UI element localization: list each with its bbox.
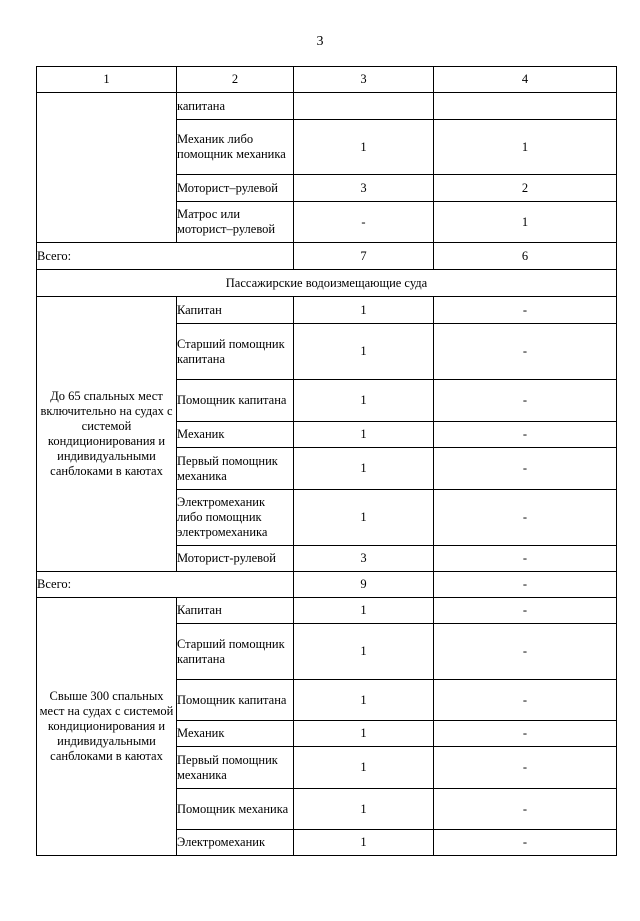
position-cell: Первый помощник механика (177, 448, 294, 490)
position-cell: Моторист-рулевой (177, 546, 294, 572)
header-cell: 4 (434, 67, 617, 93)
value-cell: - (434, 380, 617, 422)
position-cell: Капитан (177, 297, 294, 324)
table-row (37, 93, 617, 120)
table-row (37, 297, 617, 324)
value-cell: - (434, 598, 617, 624)
total-value: 9 (294, 572, 434, 598)
position-cell: Механик (177, 721, 294, 747)
value-cell: 1 (434, 120, 617, 175)
value-cell: - (434, 490, 617, 546)
section-row (37, 270, 617, 297)
total-row (37, 572, 617, 598)
value-cell: - (294, 202, 434, 243)
value-cell: - (434, 721, 617, 747)
value-cell: 1 (294, 721, 434, 747)
value-cell: 1 (294, 120, 434, 175)
position-cell: Механик либо помощник механика (177, 120, 294, 175)
position-cell: Электромеханик (177, 830, 294, 856)
position-cell: Старший помощник капитана (177, 624, 294, 680)
total-value: 7 (294, 243, 434, 270)
header-row (37, 67, 617, 93)
category-cell: До 65 спальных мест включительно на судах с системой кондиционирования и индивидуальными санблоками в каютах (37, 297, 177, 572)
value-cell: 1 (294, 324, 434, 380)
total-value: - (434, 572, 617, 598)
value-cell: 1 (294, 747, 434, 789)
total-label: Всего: (37, 243, 294, 270)
value-cell: 1 (294, 680, 434, 721)
value-cell: 3 (294, 175, 434, 202)
value-cell: - (434, 324, 617, 380)
position-cell: Капитан (177, 598, 294, 624)
value-cell: - (434, 624, 617, 680)
crew-table (36, 66, 617, 856)
position-cell: Первый помощник механика (177, 747, 294, 789)
position-cell: капитана (177, 93, 294, 120)
page-number: 3 (316, 34, 324, 49)
value-cell: 1 (294, 380, 434, 422)
position-cell: Механик (177, 422, 294, 448)
value-cell: 2 (434, 175, 617, 202)
value-cell: 3 (294, 546, 434, 572)
value-cell (434, 93, 617, 120)
value-cell: 1 (294, 422, 434, 448)
position-cell: Помощник капитана (177, 680, 294, 721)
category-cell: Свыше 300 спальных мест на судах с системой кондиционирования и индивидуальными санблоками в каютах (37, 598, 177, 856)
position-cell: Электромеханик либо помощник электромеханика (177, 490, 294, 546)
total-label: Всего: (37, 572, 294, 598)
table-row (37, 598, 617, 624)
header-cell: 2 (177, 67, 294, 93)
value-cell: 1 (294, 490, 434, 546)
total-row (37, 243, 617, 270)
value-cell: - (434, 680, 617, 721)
value-cell: - (434, 546, 617, 572)
position-cell: Матрос или моторист–рулевой (177, 202, 294, 243)
value-cell: 1 (294, 830, 434, 856)
value-cell: - (434, 422, 617, 448)
header-cell: 1 (37, 67, 177, 93)
value-cell: 1 (294, 624, 434, 680)
value-cell: - (434, 789, 617, 830)
position-cell: Помощник капитана (177, 380, 294, 422)
value-cell: 1 (294, 297, 434, 324)
value-cell: 1 (434, 202, 617, 243)
position-cell: Помощник механика (177, 789, 294, 830)
value-cell: - (434, 747, 617, 789)
value-cell: - (434, 830, 617, 856)
section-title: Пассажирские водоизмещающие суда (37, 270, 617, 297)
value-cell: - (434, 297, 617, 324)
value-cell: 1 (294, 789, 434, 830)
total-value: 6 (434, 243, 617, 270)
position-cell: Моторист–рулевой (177, 175, 294, 202)
position-cell: Старший помощник капитана (177, 324, 294, 380)
value-cell: 1 (294, 448, 434, 490)
value-cell (294, 93, 434, 120)
header-cell: 3 (294, 67, 434, 93)
value-cell: 1 (294, 598, 434, 624)
category-cell-empty (37, 93, 177, 243)
value-cell: - (434, 448, 617, 490)
